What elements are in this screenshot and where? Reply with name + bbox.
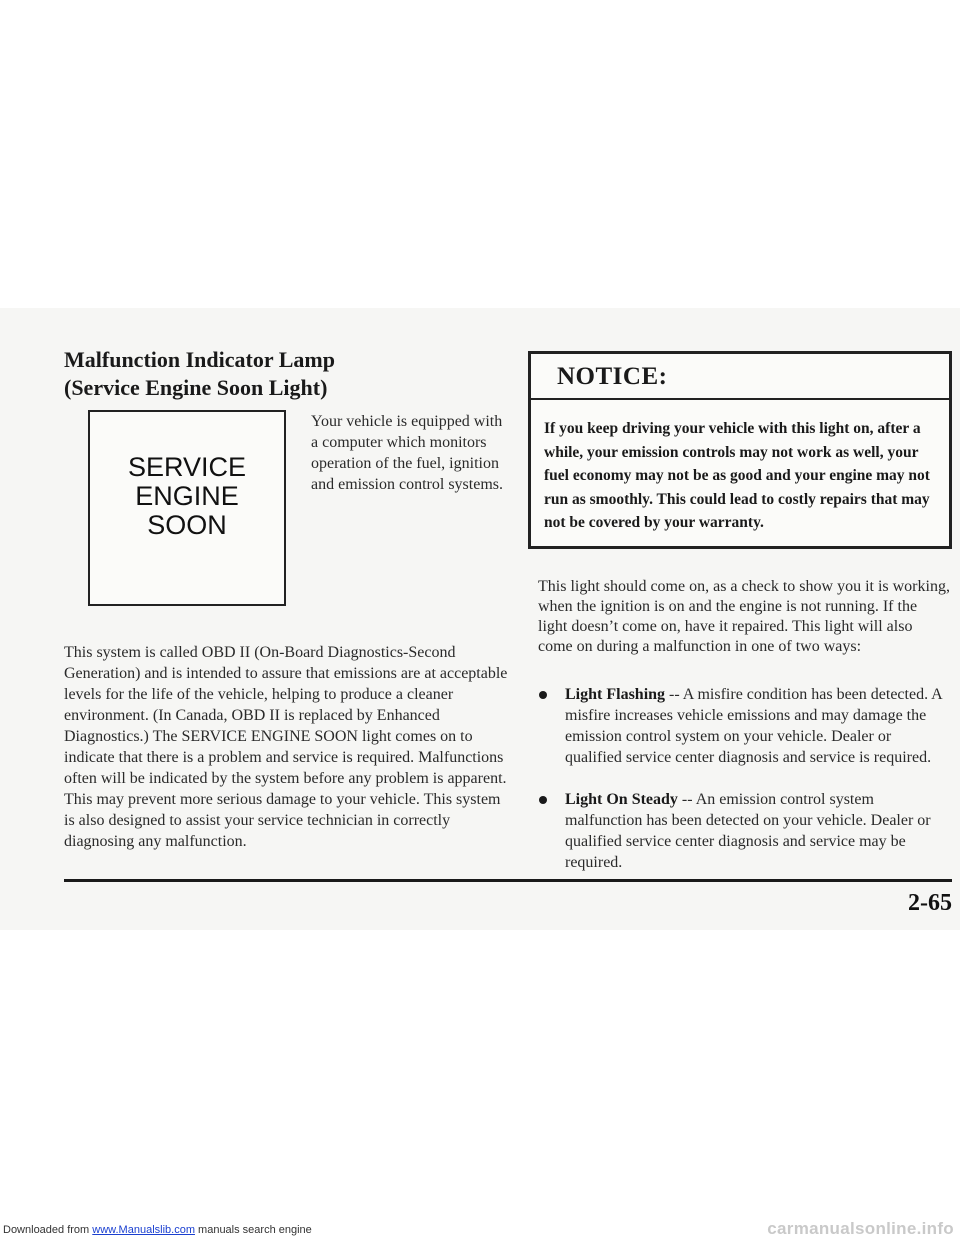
notice-title: NOTICE: [531, 354, 949, 400]
page-number: 2-65 [908, 890, 952, 916]
title-line-2: (Service Engine Soon Light) [64, 375, 328, 400]
bullet-description: -- A misfire condition has been detected. A misfire increases vehicle emissions and may damage the emission control system on your vehicle. Dealer or qualified service center diagnosis and service is required. [565, 686, 942, 766]
bullet-label: Light Flashing [565, 686, 666, 703]
watermark: carmanualsonline.info [767, 1219, 954, 1238]
indicator-line-2: ENGINE [135, 480, 239, 511]
indicator-line-3: SOON [147, 509, 227, 540]
title-line-1: Malfunction Indicator Lamp [64, 347, 335, 372]
footer-suffix: manuals search engine [194, 1224, 312, 1236]
list-item [538, 684, 950, 768]
manualslib-link[interactable]: www.Manualslib.com [92, 1224, 195, 1236]
bullet-text [565, 684, 950, 768]
bullet-icon [539, 796, 547, 804]
light-check-paragraph: This light should come on, as a check to show you it is working, when the ignition is on and the engine is not running. If the light doesn’t come on, have it repaired. This light will also come on during a malfunction in one of two ways: [538, 578, 950, 655]
notice-box [528, 351, 952, 549]
notice-body: If you keep driving your vehicle with this light on, after a while, your emission controls may not work as well, your fuel economy may not be as good and your engine may not run as smoothly. This could lead to costly repairs that may not be covered by your warranty. [544, 420, 930, 531]
service-engine-soon-indicator [88, 410, 286, 606]
bullet-text [565, 789, 950, 873]
list-item [538, 789, 950, 873]
bullet-description: -- An emission control system malfunction has been detected on your vehicle. Dealer or qualified service center diagnosis and service may be required. [565, 791, 931, 871]
divider-rule [64, 879, 952, 882]
download-footer [3, 1224, 312, 1236]
obd-paragraph: This system is called OBD II (On-Board Diagnostics-Second Generation) and is intended to assure that emissions are at acceptable levels for the life of the vehicle, helping to produce a cleaner environment. (In Canada, OBD II is replaced by Enhanced Diagnostics.) The SERVICE ENGINE SOON light comes on to indicate that there is a problem and service is required. Malfunctions often will be indicated by the system before any problem is apparent. This may prevent more serious damage to your vehicle. This system is also designed to assist your service technician in correctly diagnosing any malfunction. [64, 644, 508, 850]
footer-prefix: Downloaded from [3, 1224, 93, 1236]
bullet-label: Light On Steady [565, 791, 678, 808]
intro-paragraph: Your vehicle is equipped with a computer which monitors operation of the fuel, ignition and emission control systems. [311, 413, 503, 493]
indicator-line-1: SERVICE [127, 451, 247, 482]
bullet-icon [539, 691, 547, 699]
section-title [64, 346, 335, 402]
